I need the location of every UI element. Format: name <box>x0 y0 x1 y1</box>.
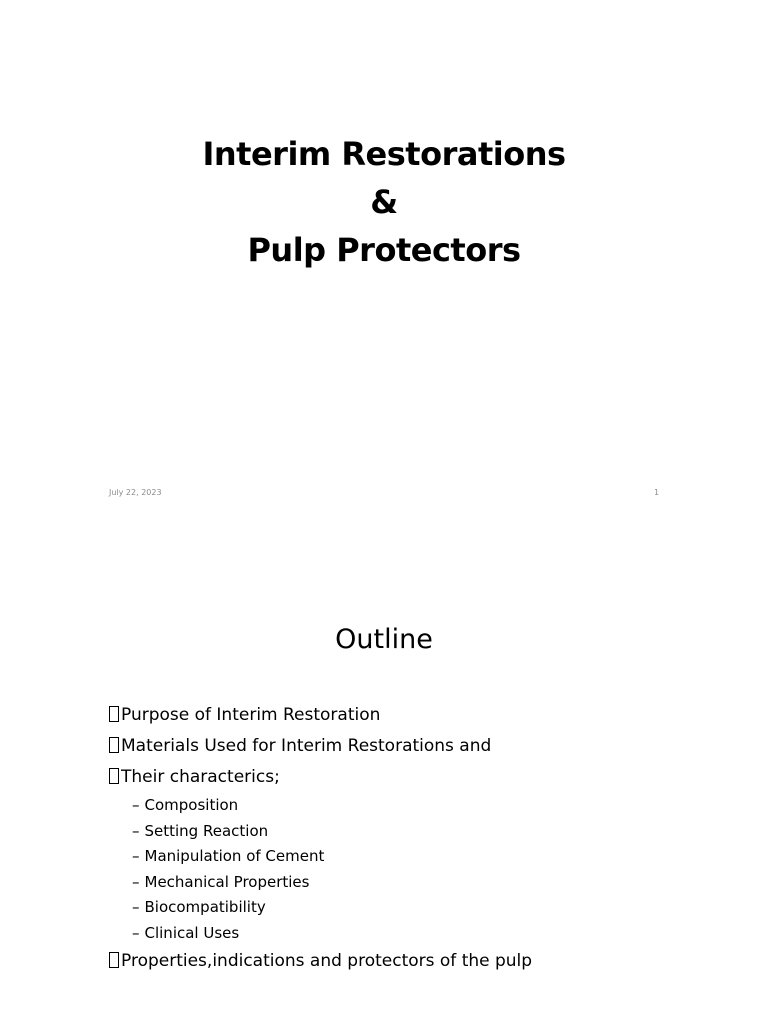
bullet-text: Purpose of Interim Restoration <box>121 705 381 725</box>
footer-date: July 22, 2023 <box>109 488 162 497</box>
sub-list-item <box>132 819 709 845</box>
slide-outline <box>0 512 768 1024</box>
dash-marker: – <box>132 923 140 942</box>
sub-list-item <box>132 921 709 947</box>
sub-list-item <box>132 844 709 870</box>
list-item <box>109 946 709 977</box>
sub-item-text: Setting Reaction <box>144 821 269 840</box>
missing-glyph-bullet-icon <box>109 952 119 968</box>
list-item <box>109 731 709 762</box>
outline-heading: Outline <box>335 624 433 655</box>
missing-glyph-bullet-icon <box>109 768 119 784</box>
sub-list-item <box>132 870 709 896</box>
missing-glyph-bullet-icon <box>109 737 119 753</box>
dash-marker: – <box>132 872 140 891</box>
sub-item-text: Mechanical Properties <box>144 872 310 891</box>
dash-marker: – <box>132 847 140 865</box>
bullet-text: Properties,indications and protectors of the pulp <box>121 951 533 971</box>
missing-glyph-bullet-icon <box>109 706 119 722</box>
dash-marker: – <box>132 898 140 916</box>
title-line-2: & <box>370 183 398 221</box>
sub-list <box>109 793 709 946</box>
title-line-3: Pulp Protectors <box>247 231 521 269</box>
outline-list <box>109 700 709 977</box>
sub-list-item <box>132 895 709 921</box>
dash-marker: – <box>132 821 140 840</box>
bullet-text: Their characterics; <box>121 767 280 787</box>
bullet-text: Materials Used for Interim Restorations and <box>121 736 492 756</box>
sub-list-item <box>132 793 709 819</box>
sub-item-text: Clinical Uses <box>144 923 240 942</box>
sub-item-text: Composition <box>144 796 239 814</box>
title-line-1: Interim Restorations <box>202 135 566 173</box>
dash-marker: – <box>132 796 140 814</box>
sub-item-text: Biocompatibility <box>144 898 266 916</box>
list-item <box>109 762 709 946</box>
slide-title-heading <box>0 130 768 274</box>
sub-item-text: Manipulation of Cement <box>144 847 325 865</box>
page-number: 1 <box>654 488 660 497</box>
list-item <box>109 700 709 731</box>
